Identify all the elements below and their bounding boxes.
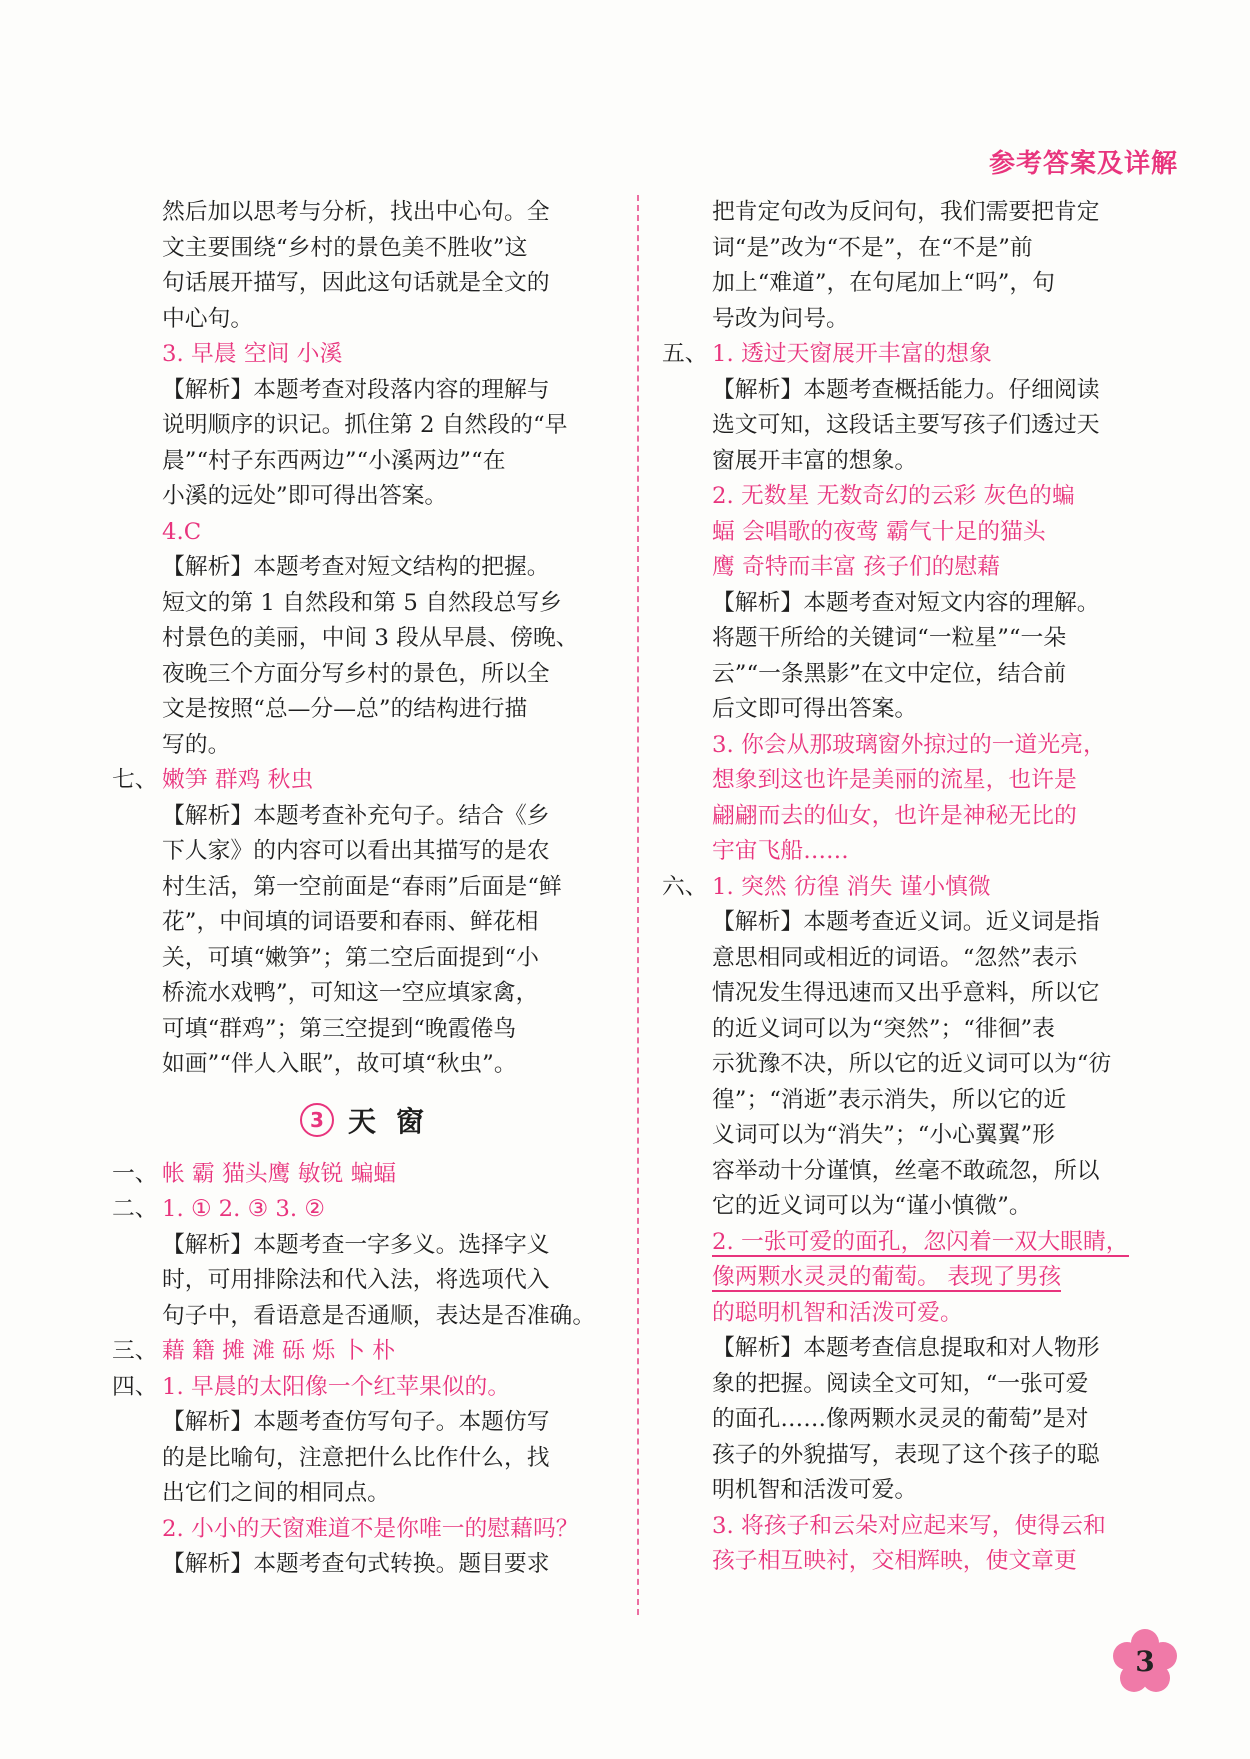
explanation-text: 晨”“村子东西两边”“小溪两边”“在 bbox=[162, 447, 506, 474]
left-column bbox=[112, 195, 632, 1583]
left-column-part-1 bbox=[112, 195, 632, 1083]
text-line bbox=[662, 1154, 1157, 1190]
text-line bbox=[112, 586, 632, 622]
explanation-text: 夜晚三个方面分写乡村的景色，所以全 bbox=[162, 660, 550, 687]
text-line bbox=[662, 1402, 1157, 1438]
explanation-text: 花”，中间填的词语要和春雨、鲜花相 bbox=[162, 909, 539, 935]
explanation-text: 然后加以思考与分析，找出中心句。全 bbox=[162, 199, 550, 225]
answer-text: 1. 突然 彷徨 消失 谨小慎微 bbox=[712, 873, 991, 900]
text-line bbox=[112, 231, 632, 267]
explanation-text: 短文的第 1 自然段和第 5 自然段总写乡 bbox=[162, 589, 562, 616]
explanation-text: 示犹豫不决，所以它的近义词可以为“彷 bbox=[712, 1051, 1112, 1077]
text-line bbox=[662, 1012, 1157, 1048]
text-line bbox=[112, 692, 632, 728]
text-line bbox=[662, 231, 1157, 267]
answer-text: 像两颗水灵灵的葡萄。 表现了男孩 bbox=[712, 1264, 1062, 1290]
explanation-text: 窗展开丰富的想象。 bbox=[712, 447, 918, 474]
text-line bbox=[662, 1047, 1157, 1083]
text-line bbox=[112, 941, 632, 977]
text-line bbox=[662, 905, 1157, 941]
explanation-text: 村景色的美丽，中间 3 段从早晨、傍晚、 bbox=[162, 625, 579, 651]
explanation-text: 义词可以为“消失”；“小心翼翼”形 bbox=[712, 1122, 1055, 1148]
text-line bbox=[112, 834, 632, 870]
question-number: 二、 bbox=[112, 1196, 158, 1222]
text-line bbox=[662, 1331, 1157, 1367]
text-line bbox=[112, 1012, 632, 1048]
text-line bbox=[112, 728, 632, 764]
text-line bbox=[662, 1189, 1157, 1225]
explanation-text: 桥流水戏鸭”，可知这一空应填家禽， bbox=[162, 980, 539, 1006]
answer-text: 2. 小小的天窗难道不是你唯一的慰藉吗？ bbox=[162, 1515, 579, 1542]
explanation-text: 【解析】本题考查对短文结构的把握。 bbox=[162, 554, 550, 580]
answer-text: 蝠 会唱歌的夜莺 霸气十足的猫头 bbox=[712, 518, 1046, 545]
text-line bbox=[662, 763, 1157, 799]
explanation-text: 云”“一条黑影”在文中定位，结合前 bbox=[712, 660, 1067, 687]
text-line bbox=[112, 1047, 632, 1083]
explanation-text: 【解析】本题考查对短文内容的理解。 bbox=[712, 589, 1100, 616]
answer-text: 1. ① 2. ③ 3. ② bbox=[162, 1196, 325, 1222]
text-line bbox=[662, 337, 1157, 373]
page-number-badge bbox=[1112, 1629, 1178, 1695]
text-line bbox=[112, 408, 632, 444]
explanation-text: 小溪的远处”即可得出答案。 bbox=[162, 483, 448, 509]
text-line bbox=[662, 1367, 1157, 1403]
text-line bbox=[112, 1476, 632, 1512]
page-number: 3 bbox=[1135, 1645, 1155, 1678]
explanation-text: 情况发生得迅速而又出乎意料，所以它 bbox=[712, 980, 1100, 1006]
explanation-text: 的面孔……像两颗水灵灵的葡萄”是对 bbox=[712, 1406, 1089, 1432]
text-line bbox=[662, 1083, 1157, 1119]
text-line bbox=[112, 550, 632, 586]
text-line bbox=[662, 1260, 1157, 1296]
text-line bbox=[112, 1299, 632, 1335]
explanation-text: 容举动十分谨慎，丝毫不敢疏忽，所以 bbox=[712, 1157, 1100, 1184]
answer-text: 翩翩而去的仙女，也许是神秘无比的 bbox=[712, 802, 1077, 829]
text-line bbox=[112, 905, 632, 941]
explanation-text: 将题干所给的关键词“一粒星”“一朵 bbox=[712, 625, 1067, 651]
text-line bbox=[662, 976, 1157, 1012]
text-line bbox=[112, 1192, 632, 1228]
text-line bbox=[662, 692, 1157, 728]
text-line bbox=[662, 550, 1157, 586]
question-number: 四、 bbox=[112, 1373, 158, 1400]
right-column bbox=[662, 195, 1157, 1580]
text-line bbox=[662, 728, 1157, 764]
answer-text: 的聪明机智和活泼可爱。 bbox=[712, 1299, 963, 1326]
text-line bbox=[112, 1334, 632, 1370]
text-line bbox=[112, 515, 632, 551]
section-title bbox=[112, 1083, 632, 1157]
explanation-text: 加上“难道”，在句尾加上“吗”，句 bbox=[712, 270, 1055, 296]
explanation-text: 明机智和活泼可爱。 bbox=[712, 1477, 918, 1503]
text-line bbox=[112, 1263, 632, 1299]
text-line bbox=[112, 479, 632, 515]
section-title-text: 天窗 bbox=[347, 1104, 444, 1138]
answer-text: 2. 一张可爱的面孔，忽闪着一双大眼睛， bbox=[712, 1228, 1129, 1255]
answer-text: 3. 将孩子和云朵对应起来写，使得云和 bbox=[712, 1512, 1106, 1539]
explanation-text: 它的近义词可以为“谨小慎微”。 bbox=[712, 1193, 1032, 1219]
text-line bbox=[112, 195, 632, 231]
section-number-badge: 3 bbox=[300, 1103, 334, 1137]
explanation-text: 孩子的外貌描写，表现了这个孩子的聪 bbox=[712, 1441, 1100, 1468]
question-number: 一、 bbox=[112, 1160, 158, 1187]
text-line bbox=[112, 1547, 632, 1583]
explanation-text: 时，可用排除法和代入法，将选项代入 bbox=[162, 1267, 550, 1293]
text-line bbox=[112, 870, 632, 906]
text-line bbox=[112, 1441, 632, 1477]
answer-text: 孩子相互映衬，交相辉映，使文章更 bbox=[712, 1548, 1077, 1574]
text-line bbox=[662, 302, 1157, 338]
text-line bbox=[662, 444, 1157, 480]
answer-text: 1. 透过天窗展开丰富的想象 bbox=[712, 341, 992, 367]
explanation-text: 【解析】本题考查仿写句子。本题仿写 bbox=[162, 1409, 550, 1435]
question-number: 六、 bbox=[662, 873, 708, 900]
text-line bbox=[112, 1157, 632, 1193]
answer-text: 想象到这也许是美丽的流星，也许是 bbox=[712, 767, 1077, 793]
explanation-text: 把肯定句改为反问句，我们需要把肯定 bbox=[712, 199, 1100, 225]
text-line bbox=[112, 763, 632, 799]
text-line bbox=[112, 1370, 632, 1406]
text-line bbox=[112, 266, 632, 302]
page-header-title: 参考答案及详解 bbox=[988, 149, 1178, 179]
explanation-text: 词“是”改为“不是”，在“不是”前 bbox=[712, 234, 1033, 261]
explanation-text: 【解析】本题考查补充句子。结合《乡 bbox=[162, 802, 550, 829]
text-line bbox=[112, 1405, 632, 1441]
explanation-text: 写的。 bbox=[162, 731, 231, 758]
explanation-text: 选文可知，这段话主要写孩子们透过天 bbox=[712, 412, 1100, 438]
text-line bbox=[662, 834, 1157, 870]
text-line bbox=[662, 479, 1157, 515]
explanation-text: 文主要围绕“乡村的景色美不胜收”这 bbox=[162, 234, 528, 261]
answer-text: 鹰 奇特而丰富 孩子们的慰藉 bbox=[712, 554, 1001, 580]
question-number: 七、 bbox=[112, 767, 158, 793]
explanation-text: 关，可填“嫩笋”；第二空后面提到“小 bbox=[162, 944, 539, 971]
explanation-text: 中心句。 bbox=[162, 305, 254, 332]
text-line bbox=[662, 621, 1157, 657]
text-line bbox=[662, 1438, 1157, 1474]
text-line bbox=[112, 621, 632, 657]
text-line bbox=[112, 1512, 632, 1548]
text-line bbox=[662, 1296, 1157, 1332]
explanation-text: 句子中，看语意是否通顺，表达是否准确。 bbox=[162, 1302, 596, 1329]
text-line bbox=[112, 657, 632, 693]
explanation-text: 【解析】本题考查信息提取和对人物形 bbox=[712, 1335, 1100, 1361]
answer-text: 帐 霸 猫头鹰 敏锐 蝙蝠 bbox=[162, 1160, 397, 1187]
explanation-text: 的近义词可以为“突然”；“徘徊”表 bbox=[712, 1015, 1055, 1042]
text-line bbox=[112, 444, 632, 480]
explanation-text: 的是比喻句，注意把什么比作什么，找 bbox=[162, 1444, 550, 1471]
answer-text: 3. 早晨 空间 小溪 bbox=[162, 341, 343, 367]
answer-text: 藉 籍 摊 滩 砾 烁 卜 朴 bbox=[162, 1338, 396, 1364]
text-line bbox=[662, 195, 1157, 231]
text-line bbox=[112, 976, 632, 1012]
explanation-text: 【解析】本题考查近义词。近义词是指 bbox=[712, 909, 1100, 935]
text-line bbox=[662, 266, 1157, 302]
text-line bbox=[662, 1509, 1157, 1545]
explanation-text: 句话展开描写，因此这句话就是全文的 bbox=[162, 270, 550, 296]
text-line bbox=[662, 1544, 1157, 1580]
text-line bbox=[662, 1118, 1157, 1154]
column-divider bbox=[637, 195, 639, 1615]
answer-text: 宇宙飞船…… bbox=[712, 838, 849, 864]
text-line bbox=[112, 373, 632, 409]
question-number: 五、 bbox=[662, 341, 708, 367]
text-line bbox=[112, 1228, 632, 1264]
explanation-text: 号改为问号。 bbox=[712, 305, 849, 332]
text-line bbox=[662, 799, 1157, 835]
answer-text: 3. 你会从那玻璃窗外掠过的一道光亮， bbox=[712, 731, 1106, 758]
explanation-text: 说明顺序的识记。抓住第 2 自然段的“早 bbox=[162, 412, 568, 438]
explanation-text: 【解析】本题考查对段落内容的理解与 bbox=[162, 376, 550, 403]
explanation-text: 如画”“伴人入眠”，故可填“秋虫”。 bbox=[162, 1051, 517, 1077]
text-line bbox=[662, 586, 1157, 622]
answer-text: 4.C bbox=[162, 518, 202, 545]
text-line bbox=[112, 799, 632, 835]
explanation-text: 意思相同或相近的词语。“忽然”表示 bbox=[712, 944, 1078, 971]
answer-text: 1. 早晨的太阳像一个红苹果似的。 bbox=[162, 1373, 511, 1400]
explanation-text: 后文即可得出答案。 bbox=[712, 696, 918, 722]
text-line bbox=[662, 657, 1157, 693]
explanation-text: 可填“群鸡”；第三空提到“晚霞倦鸟 bbox=[162, 1015, 517, 1042]
answer-text: 嫩笋 群鸡 秋虫 bbox=[162, 767, 314, 793]
text-line bbox=[662, 1473, 1157, 1509]
explanation-text: 【解析】本题考查一字多义。选择字义 bbox=[162, 1231, 550, 1258]
explanation-text: 【解析】本题考查概括能力。仔细阅读 bbox=[712, 376, 1100, 403]
explanation-text: 象的把握。阅读全文可知，“一张可爱 bbox=[712, 1370, 1089, 1397]
explanation-text: 文是按照“总—分—总”的结构进行描 bbox=[162, 696, 528, 722]
text-line bbox=[662, 941, 1157, 977]
text-line bbox=[662, 373, 1157, 409]
explanation-text: 下人家》的内容可以看出其描写的是农 bbox=[162, 838, 550, 864]
text-line bbox=[112, 302, 632, 338]
explanation-text: 村生活，第一空前面是“春雨”后面是“鲜 bbox=[162, 873, 562, 900]
left-column-part-2 bbox=[112, 1157, 632, 1583]
explanation-text: 徨”；“消逝”表示消失，所以它的近 bbox=[712, 1086, 1067, 1113]
text-line bbox=[662, 870, 1157, 906]
explanation-text: 【解析】本题考查句式转换。题目要求 bbox=[162, 1551, 550, 1577]
text-line bbox=[662, 408, 1157, 444]
text-line bbox=[662, 515, 1157, 551]
answer-text: 2. 无数星 无数奇幻的云彩 灰色的蝙 bbox=[712, 483, 1075, 509]
text-line bbox=[662, 1225, 1157, 1261]
text-line bbox=[112, 337, 632, 373]
explanation-text: 出它们之间的相同点。 bbox=[162, 1480, 390, 1506]
question-number: 三、 bbox=[112, 1338, 158, 1364]
